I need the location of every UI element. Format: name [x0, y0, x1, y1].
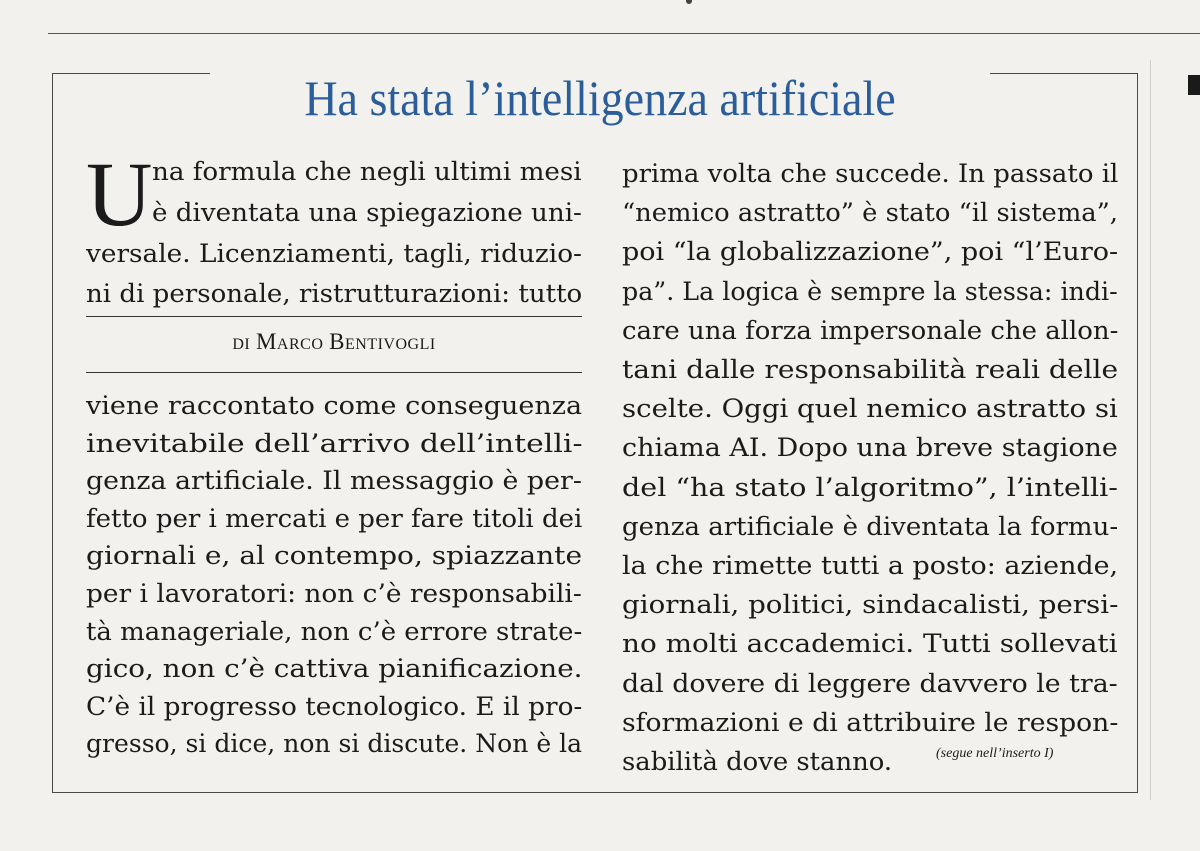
intro-line: è diventata una spiegazione uni- [152, 198, 582, 227]
byline-top-rule [86, 316, 582, 317]
left-column-line: gresso, si dice, non si discute. Non è la [86, 729, 583, 759]
byline-first-rest: ARCO [276, 336, 324, 353]
right-column-line: sabilità dove stanno. [622, 747, 893, 776]
right-column-line: dal dovere di leggere davvero le tra- [622, 668, 1118, 698]
byline-last-initial: B [329, 329, 345, 354]
right-column-line: scelte. Oggi quel nemico astratto si [622, 394, 1118, 424]
left-column-line: fetto per i mercati e per fare titoli dei [86, 503, 583, 533]
right-column-line: sformazioni e di attribuire le respon- [622, 707, 1119, 737]
right-column-line: giornali, politici, sindacalisti, persi- [622, 590, 1119, 620]
continuation-note: (segue nell’inserto I) [936, 746, 1054, 761]
left-column-line: C’è il progresso tecnologico. E il pro- [86, 691, 583, 721]
right-column-line: la che rimette tutti a posto: aziende, [622, 551, 1119, 580]
byline-first-initial: M [255, 329, 277, 354]
right-column-line: poi “la globalizzazione”, poi “l’Euro- [622, 237, 1119, 267]
left-column-line: gico, non c’è cattiva pianificazione. [86, 654, 583, 684]
right-column-line: no molti accademici. Tutti sollevati [622, 629, 1118, 659]
adjacent-column-mark [1188, 75, 1200, 95]
right-column-line: “nemico astratto” è stato “il sistema”, [622, 198, 1119, 228]
right-column-line: pa”. La logica è sempre la stessa: indi- [622, 276, 1118, 306]
intro-line: ni di personale, ristrutturazioni: tutto [86, 279, 583, 308]
drop-cap: U [86, 143, 153, 245]
left-column-line: giornali e, al contempo, spiazzante [86, 541, 583, 571]
left-column-line: tà manageriale, non c’è errore strate- [86, 616, 583, 646]
left-column-line: per i lavoratori: non c’è responsabili- [86, 579, 582, 608]
right-column-line: prima volta che succede. In passato il [622, 159, 1119, 188]
top-mark [686, 0, 692, 4]
byline-bottom-rule [86, 372, 582, 373]
right-column-line: chiama AI. Dopo una breve stagione [622, 433, 1118, 463]
intro-line: versale. Licenziamenti, tagli, riduzio- [86, 239, 582, 268]
byline-prefix: DI [232, 336, 251, 353]
byline-last-rest: ENTIVOGLI [344, 336, 436, 353]
left-column-line: viene raccontato come conseguenza [86, 391, 583, 420]
left-column-line: genza artificiale. Il messaggio è per- [86, 466, 582, 496]
right-column-line: care una forza impersonale che allon- [622, 315, 1119, 345]
right-column-line: del “ha stato l’algoritmo”, l’intelli- [622, 472, 1118, 502]
article-headline: Ha stata l’intelligenza artificiale [304, 70, 896, 126]
right-column-line: genza artificiale è diventata la formu- [622, 511, 1119, 541]
adjacent-column-edge [1150, 60, 1200, 800]
left-column-line: inevitabile dell’arrivo dell’intelli- [86, 428, 583, 458]
page-top-rule [48, 33, 1200, 34]
right-column-line: tani dalle responsabilità reali delle [622, 355, 1119, 384]
intro-line: na formula che negli ultimi mesi [152, 157, 582, 186]
byline [86, 328, 582, 359]
